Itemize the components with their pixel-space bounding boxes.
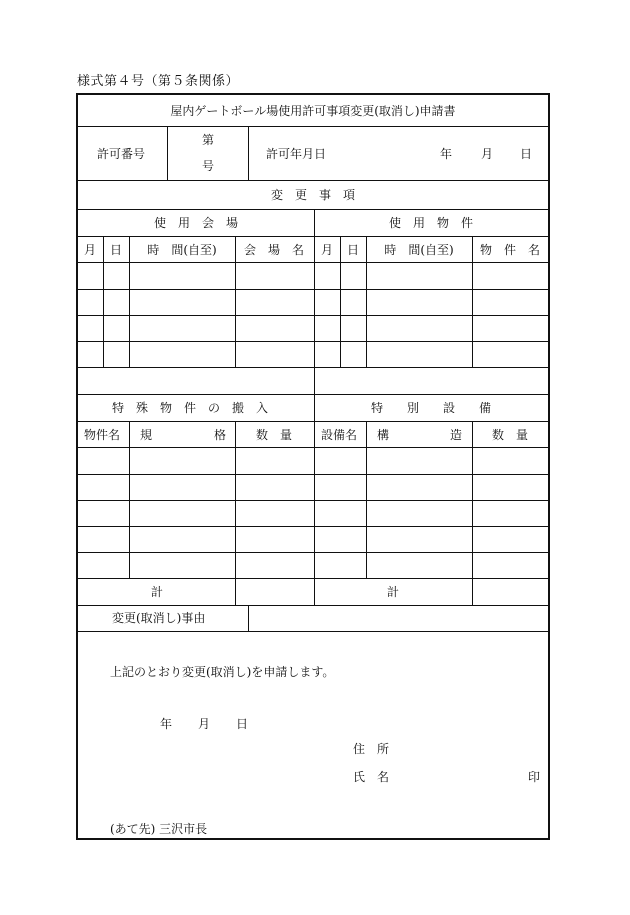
rule-special-row-4 [78, 552, 548, 553]
application-form [76, 93, 550, 840]
rule-center-divider-upper [314, 209, 315, 394]
rule-permit-col-2 [248, 126, 249, 180]
total-left-label: 計 [150, 585, 164, 599]
permit-month-label: 月 [481, 147, 494, 161]
rule-venue-col-name [235, 236, 236, 367]
permit-date-label: 許可年月日 [266, 147, 327, 161]
special-goods-col-qty: 数 量 [255, 428, 293, 442]
rule-permit-bottom [78, 180, 548, 181]
venue-col-day: 日 [109, 243, 123, 257]
form-reference: 様式第４号（第５条関係） [77, 74, 240, 89]
venue-col-name: 会 場 名 [243, 243, 305, 257]
sign-month-label: 月 [198, 717, 211, 731]
rule-special-row-2 [78, 500, 548, 501]
change-reason-label: 変更(取消し)事由 [112, 611, 206, 625]
rule-special-row-3 [78, 526, 548, 527]
rule-special-title-bottom [78, 421, 548, 422]
goods-col-month: 月 [320, 243, 334, 257]
form-title: 屋内ゲートボール場使用許可事項変更(取消し)申請書 [170, 104, 456, 118]
goods-table-title: 使 用 物 件 [388, 216, 474, 230]
rule-special-col-spec [129, 421, 130, 578]
special-equipment-col-name: 設備名 [321, 428, 358, 442]
rule-special-row-1 [78, 474, 548, 475]
goods-col-name: 物 件 名 [479, 243, 541, 257]
special-goods-col-spec-b: 格 [214, 428, 227, 442]
venue-col-time: 時 間(自至) [147, 243, 217, 257]
rule-venue-row-2 [78, 315, 548, 316]
rule-special-col-qty [235, 421, 236, 605]
special-equipment-col-struct-a: 構 [377, 428, 390, 442]
rule-special-header-bottom [78, 447, 548, 448]
rule-title-bottom [78, 126, 548, 127]
rule-venue-title-bottom [78, 236, 548, 237]
seal-mark: 印 [528, 770, 541, 784]
special-equipment-title: 特 別 設 備 [370, 401, 492, 415]
recipient-line: (あて先) 三沢市長 [110, 822, 208, 836]
rule-change-bottom [78, 209, 548, 210]
rule-goods-col-time [366, 236, 367, 367]
rule-reason-col [248, 605, 249, 631]
rule-goods-col-name [472, 236, 473, 367]
sign-year-label: 年 [160, 717, 173, 731]
change-items-heading: 変 更 事 項 [270, 188, 356, 202]
venue-table-title: 使 用 会 場 [153, 216, 239, 230]
rule-venue-col-time [129, 236, 130, 367]
permit-year-label: 年 [440, 147, 453, 161]
rule-venue-row-4 [78, 367, 548, 368]
application-statement: 上記のとおり変更(取消し)を申請します。 [110, 665, 335, 679]
permit-dai-label: 第 [201, 133, 215, 147]
rule-equip-col-struct [366, 421, 367, 578]
rule-venue-row-1 [78, 289, 548, 290]
rule-venue-header-bottom [78, 262, 548, 263]
rule-venue-row-3 [78, 341, 548, 342]
address-label: 住 所 [353, 742, 390, 756]
rule-venue-col-day [103, 236, 104, 367]
special-goods-col-spec-a: 規 [140, 428, 153, 442]
permit-day-label: 日 [520, 147, 533, 161]
special-goods-col-name: 物件名 [84, 428, 121, 442]
permit-go-label: 号 [201, 159, 215, 173]
rule-special-row-5 [78, 578, 548, 579]
special-goods-title: 特 殊 物 件 の 搬 入 [111, 401, 269, 415]
rule-spacer-bottom [78, 394, 548, 395]
sign-day-label: 日 [236, 717, 249, 731]
total-right-label: 計 [386, 585, 400, 599]
rule-goods-col-day [340, 236, 341, 367]
rule-reason-bottom [78, 631, 548, 632]
goods-col-time: 時 間(自至) [384, 243, 454, 257]
rule-permit-col-1 [167, 126, 168, 180]
venue-col-month: 月 [83, 243, 97, 257]
rule-equip-col-qty [472, 421, 473, 605]
permit-number-label: 許可番号 [97, 147, 146, 161]
rule-total-bottom [78, 605, 548, 606]
special-equipment-col-qty: 数 量 [491, 428, 529, 442]
special-equipment-col-struct-b: 造 [450, 428, 463, 442]
name-label: 氏 名 [353, 770, 390, 784]
rule-center-divider-lower [314, 394, 315, 605]
goods-col-day: 日 [346, 243, 360, 257]
